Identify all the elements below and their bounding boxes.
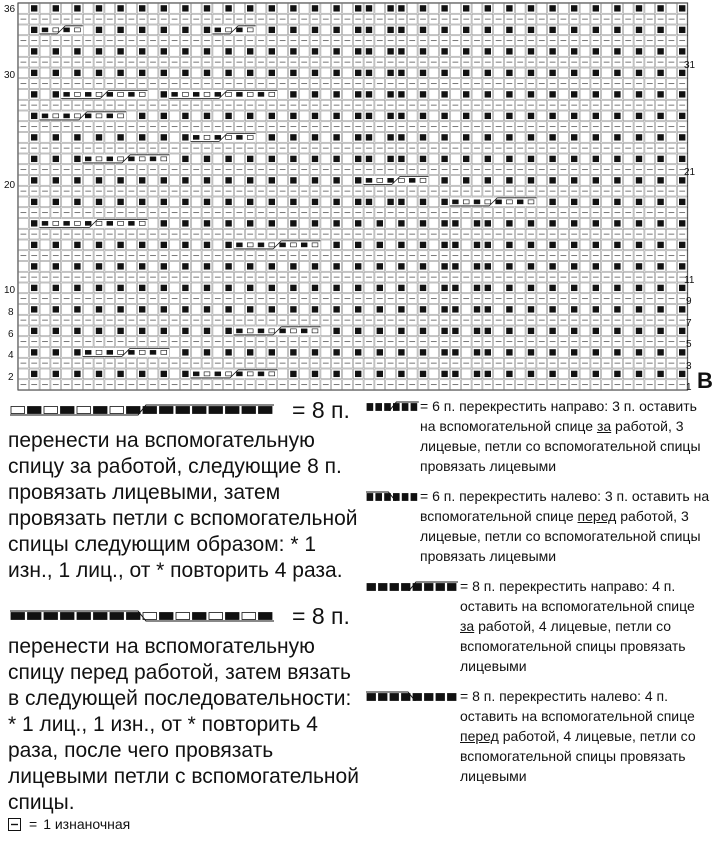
legend-left (8, 396, 363, 832)
cable-8-left-icon (364, 689, 460, 701)
cable-symbol-8-back-purl-knit (8, 402, 278, 418)
row-number-right: 21 (684, 167, 696, 178)
chart-cells (18, 3, 688, 390)
cable-symbol-8-front-knit-purl (8, 608, 278, 624)
row-number-right: 3 (686, 361, 692, 372)
legend-left-item2-eq: = 8 п. (292, 602, 350, 629)
cable-6-left-icon (364, 489, 420, 501)
row-number-right: 5 (686, 339, 692, 350)
chart-letter: B (697, 368, 713, 393)
row-number-left: 8 (8, 307, 14, 318)
legend-left-item1-eq: = 8 п. (292, 396, 350, 423)
legend-purl-eq: = (29, 816, 38, 832)
row-number-left: 4 (8, 350, 14, 361)
row-number-left: 36 (4, 4, 16, 15)
row-number-right: 31 (684, 60, 696, 71)
row-number-right: 11 (684, 275, 695, 286)
legend-right-item1-text: = 6 п. перекрестить направо: 3 п. оставить на вспомогательной спице за работой, 3 лицевые, петли со вспомогательной спицы провязать лицевыми (420, 398, 701, 474)
legend-right-item3-text: = 8 п. перекрестить направо: 4 п. оставить на вспомогательной спице за работой, 4 лицевые, петли со вспомогательной спицы провязать лицевыми (460, 578, 695, 674)
chart-grid (0, 0, 720, 395)
legend-purl-label: 1 изнаночная (43, 816, 131, 832)
row-number-right: 1 (686, 382, 692, 393)
row-number-left: 6 (8, 329, 14, 340)
knitting-chart (0, 0, 720, 395)
row-number-left: 30 (4, 70, 16, 81)
row-number-right: 7 (686, 318, 692, 329)
legend-right (364, 396, 714, 792)
legend-right-item2-text: = 6 п. перекрестить налево: 3 п. оставить на вспомогательной спице перед работой, 3 лицевые, петли со вспомогательной спицы провязать лицевыми (420, 488, 710, 564)
legend-right-item3 (364, 576, 714, 676)
cable-6-right-icon (364, 399, 420, 411)
row-number-right: 9 (686, 296, 692, 307)
purl-stitch-icon (8, 818, 21, 831)
cable-8-right-icon (364, 579, 460, 591)
legend-right-item1 (364, 396, 714, 476)
legend-left-item1-desc: перенести на вспомогательную спицу за работой, следующие 8 п. провязать лицевыми, затем провязать петли с вспомогательной спицы следующим образом: * 1 изн., 1 лиц., от * повторить 4 раза. (8, 429, 358, 582)
legend-right-item4-text: = 8 п. перекрестить налево: 4 п. оставить на вспомогательной спице перед работой, 4 лицевые, петли со вспомогательной спицы провязать лицевыми (460, 688, 696, 784)
legend-left-item2-desc: перенести на вспомогательную спицу перед работой, затем вязать в следующей последовательности: * 1 лиц., 1 изн., от * повторить 4 раза, после чего провязать лицевыми петли с вспомогательной спицы. (8, 635, 359, 814)
legend-left-item1-header (8, 396, 363, 424)
legend-left-item2-header (8, 602, 363, 630)
legend-right-item4 (364, 686, 714, 786)
row-number-left: 20 (4, 180, 16, 191)
row-number-left: 10 (4, 285, 16, 296)
legend-right-item2 (364, 486, 714, 566)
legend-purl (8, 816, 363, 832)
row-number-left: 2 (8, 372, 14, 383)
